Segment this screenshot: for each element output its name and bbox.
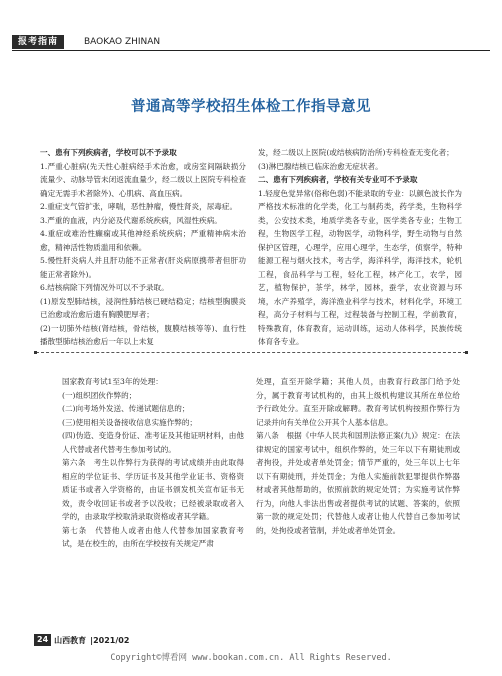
- bottom-left-column: [62, 375, 244, 551]
- article-title: 普通高等学校招生体检工作指导意见: [131, 99, 371, 115]
- section-heading: 一、患有下列疾病者，学校可以不予录取: [40, 148, 177, 157]
- paragraph: 1.轻度色觉异常(俗称色弱)不能录取的专业：以颜色波长作为严格技术标准的化学类，化工与制药类，药学类，生物科学类，公安技术类，地质学类各专业，医学类各专业；生物工程，生物医学工程，动物医学，动物科学，野生动物与自然保护区管理，心理学，应用心理学，生态学，侦察学，特种能源工程与烟火技术，考古学，海洋科学，海洋技术，轮机工程，食品科学与工程，轻化工程，林产化工，农学，园艺，植物保护，茶学，林学，园林，蚕学，农业资源与环境，水产养殖学，海洋渔业科学与技术，材料化学，环境工程，高分子材料与工程，过程装备与控制工程，学前教育，特殊教育，体育教育，运动训练，运动人体科学，民族传统体育各专业。: [258, 188, 462, 346]
- paragraph: (四)伪造、变造身份证、准考证及其他证明材料，由他人代替或者代替考生参加考试的。: [62, 431, 244, 454]
- paragraph: 5.慢性肝炎病人并且肝功能不正常者(肝炎病原携带者但肝功能正常者除外)。: [40, 256, 246, 279]
- paragraph: 国家教育考试1至3年的处理：: [62, 377, 163, 386]
- copyright-notice: Copyright©博看网 www.bookan.com.cn. All Rights Reserved.: [110, 653, 392, 663]
- paragraph: 2.重症支气管扩张，哮喘，恶性肿瘤，慢性肾炎，尿毒症。: [40, 202, 238, 211]
- paragraph: 第六条 考生以作弊行为获得的考试成绩并由此取得相应的学位证书、学历证书及其他学业证书、资格资质证书或者入学资格的，由证书颁发机关宣布证书无效，责令收回证书或者予以没收；已经被录取或者入学的，由录取学校取消录取资格或者其学籍。: [62, 458, 244, 521]
- section-heading: 二、患有下列疾病者，学校有关专业可不予录取: [258, 175, 418, 184]
- paragraph: 第八条 根据《中华人民共和国刑法修正案(九)》规定：在法律规定的国家考试中，组织作弊的，处三年以下有期徒刑或者拘役，并处或者单处罚金；情节严重的，处三年以上七年以下有期徒刑，并处罚金；为他人实施前款犯罪提供作弊器材或者其他帮助的，依照前款的规定处罚；为实施考试作弊行为，向他人非法出售或者提供考试的试题、答案的，依照第一款的规定处罚；代替他人或者让他人代替自己参加考试的，处拘役或者管制，并处或者单处罚金。: [256, 431, 460, 535]
- header-rule: [12, 50, 490, 51]
- paragraph: (3)淋巴腺结核已临床治愈无症状者。: [258, 161, 383, 171]
- magazine-name: 山西教育: [54, 635, 87, 645]
- paragraph: (2)一切肺外结核(肾结核，骨结核，腹膜结核等等)、血行性播散型肺结核治愈后一年以上未复: [40, 323, 246, 346]
- paragraph: 1.严重心脏病(先天性心脏病经手术治愈，或房室间隔缺损分流量少、动脉导管未闭返流血量少，经二级以上医院专科检查确定无需手术者除外)、心肌病、高血压病。: [40, 161, 246, 198]
- divider-dot: [34, 351, 37, 354]
- paragraph: 第七条 代替他人或者由他人代替参加国家教育考试，是在校生的，由所在学校按有关规定严肃: [62, 525, 244, 548]
- top-right-column: [258, 146, 462, 349]
- divider-dot: [465, 351, 468, 354]
- section-english: BAOKAO ZHINAN: [84, 37, 161, 47]
- bottom-right-column: [256, 375, 460, 537]
- paragraph: (二)向考场外发送、传递试题信息的；: [62, 404, 190, 413]
- paragraph: (1)原发型肺结核，浸润性肺结核已硬结稳定；结核型胸膜炎已治愈或治愈后遗有胸膜肥厚者；: [40, 296, 246, 319]
- top-left-column: [40, 146, 246, 349]
- paragraph: 6.结核病除下列情况外可以不予录取。: [40, 283, 169, 292]
- section-divider: [36, 352, 466, 353]
- page-header: [0, 0, 502, 47]
- page-footer: [34, 634, 129, 646]
- paragraph: 4.重症或难治性癫痫或其他神经系统疾病；严重精神病未治愈，精神活性物质滥用和依赖。: [40, 229, 246, 252]
- paragraph: 处理，直至开除学籍；其他人员，由教育行政部门给予处分，属于教育考试机构的，由其上级机构建议其所在单位给予行政处分。直至开除或解聘。教育考试机构按照作弊行为记录并向有关单位公开其个人基本信息。: [256, 377, 460, 427]
- section-tag: 报考指南: [12, 35, 64, 49]
- issue-number: |2021/02: [90, 635, 130, 645]
- paragraph: 3.严重的血液，内分泌及代谢系统疾病，风湿性疾病。: [40, 215, 222, 225]
- paragraph: 发，经二级以上医院(或结核病防治所)专科检查无变化者；: [258, 148, 454, 157]
- paragraph: (三)使用相关设备接收信息实施作弊的；: [62, 417, 198, 427]
- page-number: 24: [34, 634, 51, 646]
- paragraph: (一)组织团伙作弊的；: [62, 390, 137, 400]
